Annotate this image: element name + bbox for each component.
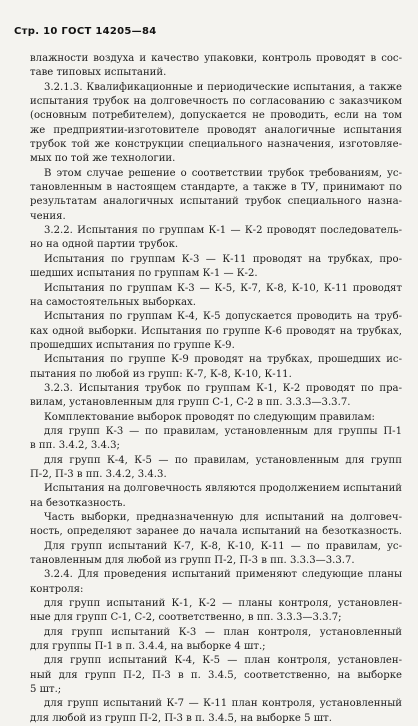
- text-line: Комплектование выборок проводят по следующим правилам:: [44, 411, 375, 423]
- text-line: Испытания на долговечность являются продолжением испытаний: [44, 483, 402, 495]
- text-line: 3.2.2. Испытания по группам К-1 — К-2 проводят последователь-: [44, 225, 402, 237]
- text-line: для любой из групп П-2, П-3 в п. 3.4.5, на выборке 5 шт.: [30, 712, 332, 724]
- text-line: для групп испытаний К-3 — план контроля, установленный: [44, 626, 402, 638]
- text-line: для групп испытаний К-1, К-2 — планы контроля, установлен-: [44, 598, 402, 610]
- text-line: В этом случае решение о соответствии трубок требованиям, ус-: [44, 167, 402, 179]
- text-line: чения.: [30, 210, 66, 222]
- text-line: влажности воздуха и качество упаковки, контроль проводят в сос-: [30, 53, 402, 64]
- text-line: 3.2.3. Испытания трубок по группам К-1, К-2 проводят по пра-: [44, 382, 402, 394]
- text-line: Испытания по группам К-4, К-5 допускается проводить на труб-: [44, 311, 402, 323]
- text-line: Испытания по группам К-3 — К-11 проводят на трубках, про-: [44, 253, 402, 265]
- text-line: контроля:: [30, 583, 84, 595]
- text-line: 5 шт.;: [30, 684, 62, 696]
- text-line: на самостоятельных выборках.: [30, 296, 196, 308]
- text-line: ность, определяют заранее до начала испытаний на безотказность.: [30, 526, 402, 538]
- text-line: вилам, установленным для групп С-1, С-2 в пп. 3.3.3—3.3.7.: [30, 397, 351, 409]
- text-line: Часть выборки, предназначенную для испытаний на долговеч-: [44, 512, 402, 523]
- document-body: [30, 52, 402, 726]
- text-line: мых по той же технологии.: [30, 153, 176, 165]
- text-line: для групп К-4, К-5 — по правилам, установленным для групп: [44, 454, 402, 466]
- text-line: Для групп испытаний К-7, К-8, К-10, К-11 — по правилам, ус-: [44, 540, 402, 552]
- text-line: ках одной выборки. Испытания по группе К-6 проводят на трубках,: [30, 325, 402, 337]
- text-line: 3.2.4. Для проведения испытаний применяют следующие планы: [44, 569, 402, 581]
- text-line: для групп К-3 — по правилам, установленным для группы П-1: [44, 425, 402, 437]
- text-line: прошедших испытания по группе К-9.: [30, 339, 235, 351]
- text-line: результатам аналогичных испытаний трубок специального назна-: [30, 196, 402, 208]
- text-line: 3.2.1.3. Квалификационные и периодические испытания, а также: [44, 81, 402, 93]
- text-line: же предприятии-изготовителе проводят аналогичные испытания: [30, 124, 402, 136]
- text-line: пытания по любой из групп: К-7, К-8, К-10, К-11.: [30, 368, 292, 380]
- text-line: шедших испытания по группам К-1 — К-2.: [30, 268, 258, 280]
- text-line: испытания трубок на долговечность по согласованию с заказчиком: [30, 96, 402, 108]
- text-line: П-2, П-3 в пп. 3.4.2, 3.4.3.: [30, 468, 167, 480]
- text-line: ные для групп С-1, С-2, соответственно, в пп. 3.3.3—3.3.7;: [30, 612, 342, 624]
- text-line: ный для групп П-2, П-3 в п. 3.4.5, соответственно, на выборке: [30, 669, 402, 681]
- text-line: в пп. 3.4.2, 3.4.3;: [30, 440, 120, 452]
- text-line: Испытания по группе К-9 проводят на трубках, прошедших ис-: [44, 354, 402, 366]
- text-line: таве типовых испытаний.: [30, 67, 167, 79]
- text-line: тановленным в настоящем стандарте, а также в ТУ, принимают по: [30, 182, 402, 194]
- text-line: Испытания по группам К-3 — К-5, К-7, К-8, К-10, К-11 проводят: [44, 282, 402, 294]
- page-header: Стр. 10 ГОСТ 14205—84: [14, 26, 157, 37]
- text-line: трубок той же конструкции специального назначения, изготовляе-: [30, 139, 402, 151]
- text-line: для группы П-1 в п. 3.4.4, на выборке 4 шт.;: [30, 641, 266, 653]
- text-line: но на одной партии трубок.: [30, 239, 179, 251]
- text-line: (основным потребителем), допускается не проводить, если на том: [30, 110, 402, 122]
- text-line: на безотказность.: [30, 497, 126, 509]
- text-line: для групп испытаний К-4, К-5 — план контроля, установлен-: [44, 655, 402, 667]
- text-line: для групп испытаний К-7 — К-11 план контроля, установленный: [44, 698, 402, 710]
- text-line: тановленным для любой из групп П-2, П-3 в пп. 3.3.3—3.3.7.: [30, 555, 355, 567]
